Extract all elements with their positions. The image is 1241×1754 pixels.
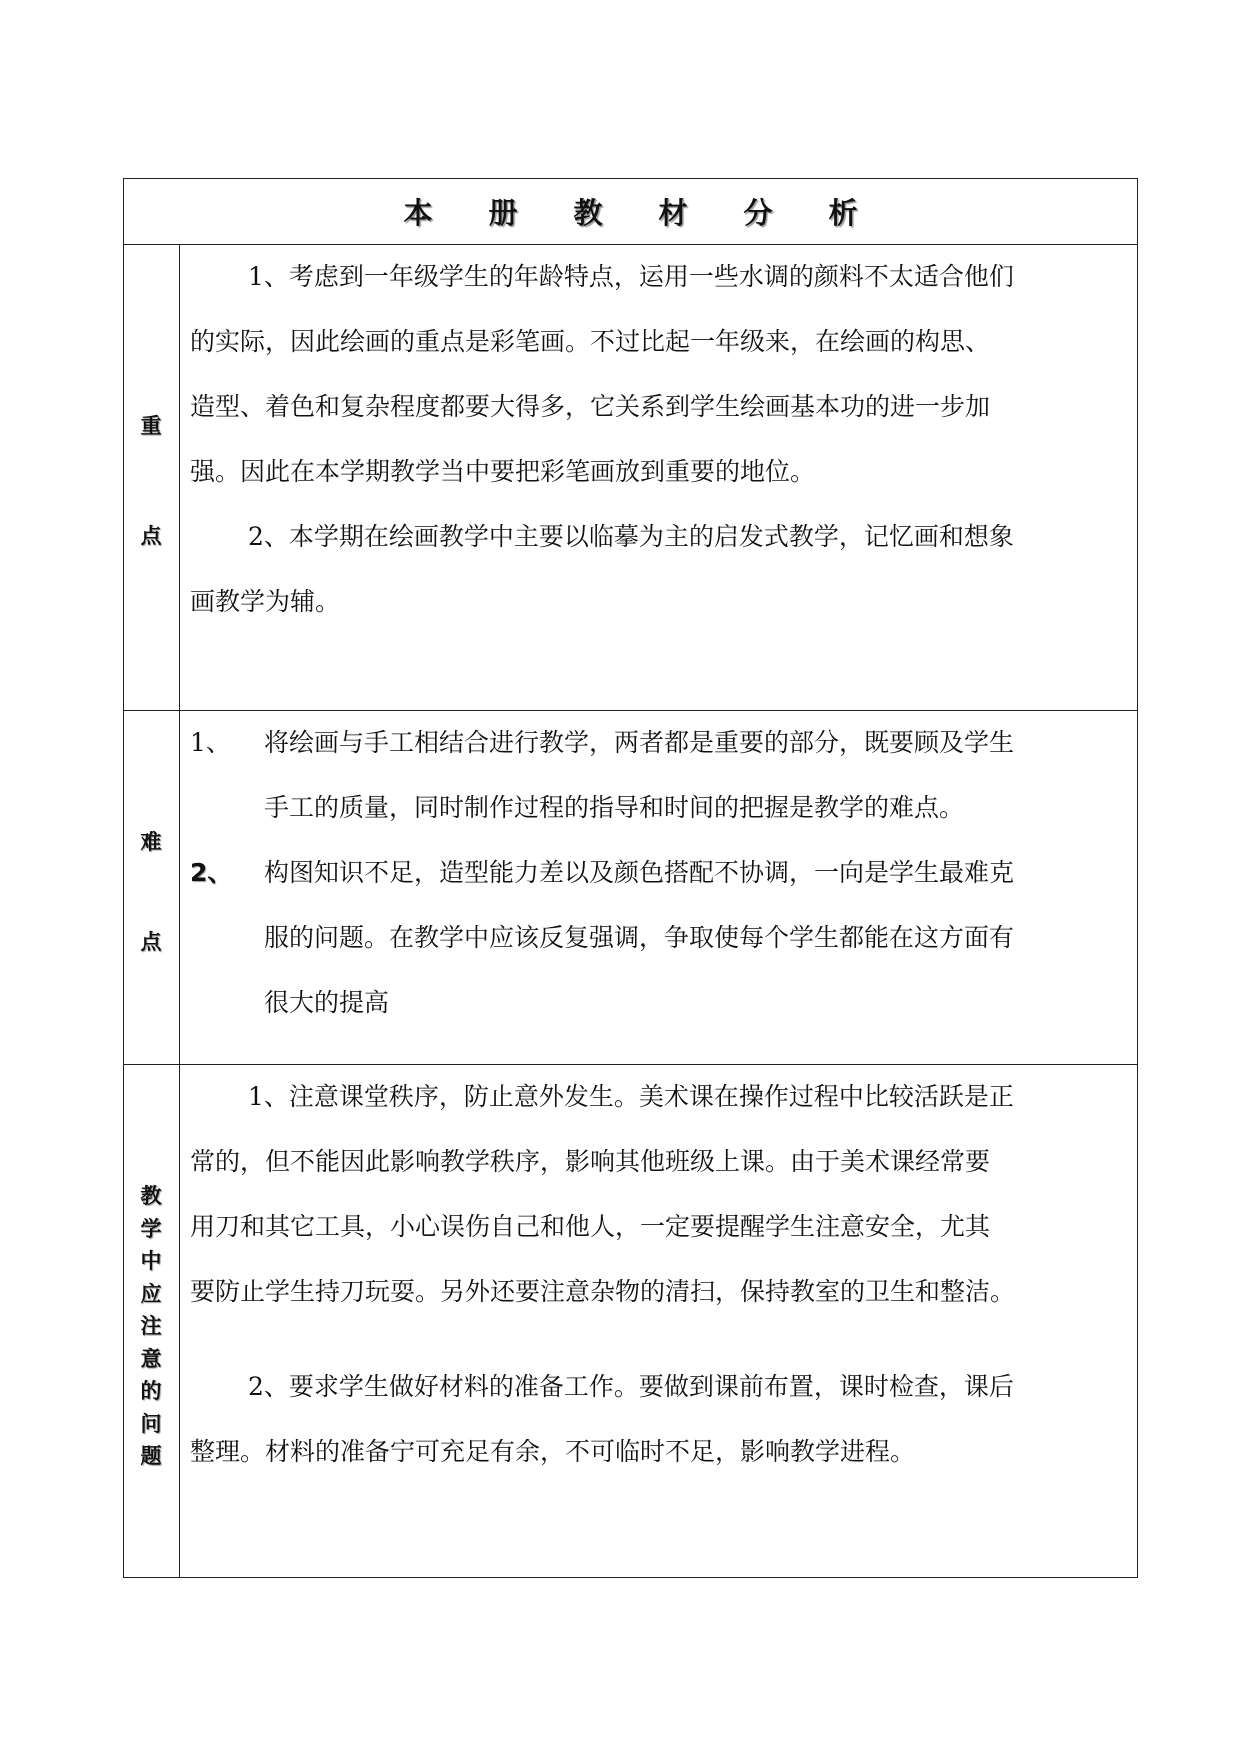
key-points-content	[190, 244, 1130, 634]
text-line	[190, 840, 1130, 905]
title-char: 册	[488, 195, 518, 230]
label-char: 学	[140, 1216, 162, 1241]
teaching-notes-content	[190, 1064, 1130, 1484]
paragraph	[190, 1354, 1130, 1484]
label-difficult-points	[123, 826, 179, 956]
text-line: 整理。材料的准备宁可充足有余，不可临时不足，影响教学进程。	[190, 1437, 916, 1466]
text-line: 很大的提高	[264, 988, 390, 1017]
text-line: 服的问题。在教学中应该反复强调，争取使每个学生都能在这方面有	[264, 923, 1015, 952]
text-line: 造型、着色和复杂程度都要大得多，它关系到学生绘画基本功的进一步加	[190, 392, 991, 421]
label-teaching-notes	[123, 1180, 179, 1470]
text-line: 1、注意课堂秩序，防止意外发生。美术课在操作过程中比较活跃是正	[248, 1082, 1014, 1111]
difficult-points-content	[190, 710, 1130, 1035]
label-char: 点	[140, 524, 162, 548]
page-title	[123, 178, 1138, 244]
item-text: 将绘画与手工相结合进行教学，两者都是重要的部分，既要顾及学生	[264, 728, 1015, 757]
title-char: 本	[403, 195, 433, 230]
title-char: 分	[743, 195, 773, 230]
text-line: 2、要求学生做好材料的准备工作。要做到课前布置，课时检查，课后	[248, 1372, 1014, 1401]
label-char: 应	[140, 1281, 162, 1306]
label-char: 问	[140, 1411, 162, 1436]
item-text: 构图知识不足，造型能力差以及颜色搭配不协调，一向是学生最难克	[264, 858, 1015, 887]
label-char: 中	[140, 1249, 162, 1273]
label-char: 点	[140, 930, 162, 954]
text-line: 2、本学期在绘画教学中主要以临摹为主的启发式教学，记忆画和想象	[248, 522, 1014, 551]
label-char: 的	[140, 1379, 162, 1403]
label-key-points	[123, 410, 179, 550]
list-item	[190, 840, 1130, 1035]
item-number: 2、	[190, 858, 233, 887]
label-char: 题	[140, 1444, 162, 1468]
text-line: 用刀和其它工具，小心误伤自己和他人，一定要提醒学生注意安全，尤其	[190, 1212, 991, 1241]
label-char: 意	[140, 1346, 162, 1371]
title-char: 教	[573, 195, 603, 230]
text-line: 的实际，因此绘画的重点是彩笔画。不过比起一年级来，在绘画的构思、	[190, 327, 991, 356]
label-char: 重	[140, 414, 162, 438]
paragraph	[190, 1064, 1130, 1324]
item-number: 1、	[190, 728, 231, 757]
label-char: 教	[140, 1184, 162, 1208]
text-line	[190, 710, 1130, 775]
list-item	[190, 710, 1130, 840]
text-line: 手工的质量，同时制作过程的指导和时间的把握是教学的难点。	[264, 793, 965, 822]
text-line: 1、考虑到一年级学生的年龄特点，运用一些水调的颜料不太适合他们	[248, 262, 1014, 291]
title-char: 析	[828, 195, 858, 230]
text-line: 要防止学生持刀玩耍。另外还要注意杂物的清扫，保持教室的卫生和整洁。	[190, 1277, 1016, 1306]
text-line: 强。因此在本学期教学当中要把彩笔画放到重要的地位。	[190, 457, 816, 486]
title-char: 材	[658, 195, 688, 230]
label-char: 难	[140, 830, 162, 854]
paragraph	[190, 504, 1130, 634]
text-line: 画教学为辅。	[190, 587, 341, 616]
label-char: 注	[140, 1314, 162, 1338]
paragraph	[190, 244, 1130, 504]
text-line: 常的，但不能因此影响教学秩序，影响其他班级上课。由于美术课经常要	[190, 1147, 991, 1176]
column-divider	[179, 244, 180, 1578]
